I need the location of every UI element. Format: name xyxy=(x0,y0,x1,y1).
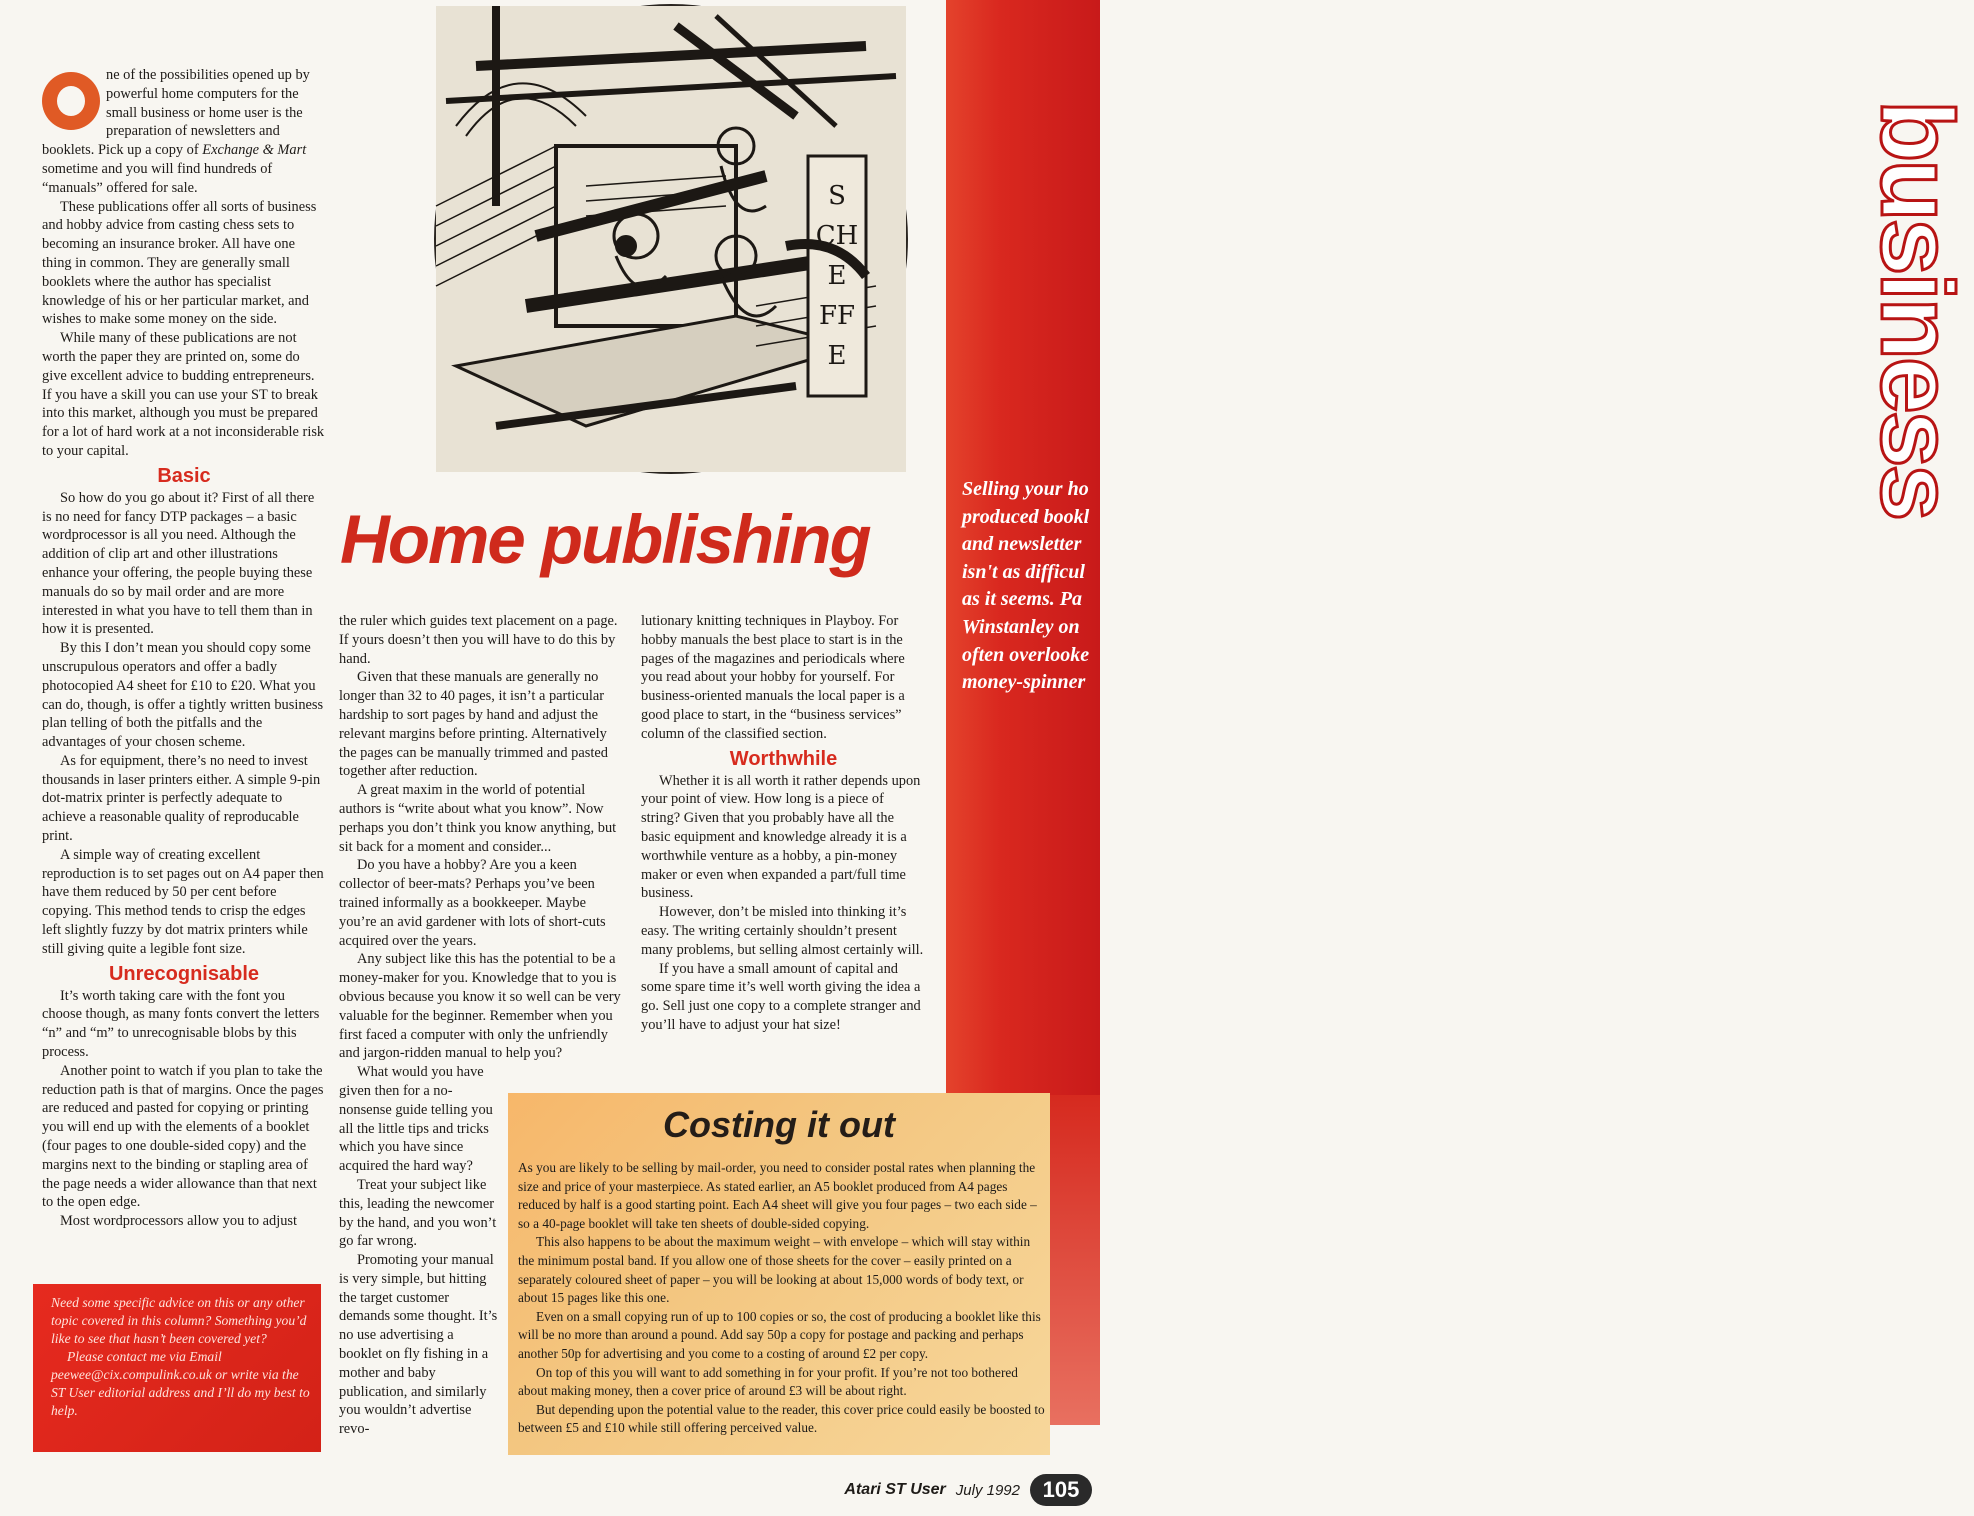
body-paragraph: Given that these manuals are generally no longer than 32 to 40 pages, it isn’t a particular hardship to sort pages by hand and adjust the relevant margins before printing. Alternatively the pages can be manually trimmed and pasted together after reduction. xyxy=(339,669,608,780)
body-paragraph: Any subject like this has the potential to be a money-maker for you. Knowledge that to you is obvious because you know it so well can be very valuable for the beginner. Remember when you first faced a computer with only the unfriendly and jargon-ridden manual to help you? xyxy=(339,951,621,1062)
article-column-3 xyxy=(641,612,926,1035)
magazine-name: Atari ST User xyxy=(844,1481,946,1498)
page-number: 105 xyxy=(1030,1474,1092,1506)
issue-date: July 1992 xyxy=(955,1481,1020,1499)
body-paragraph: the ruler which guides text placement on a page. If yours doesn’t then you will have to do this by hand. xyxy=(339,613,618,667)
body-paragraph: As for equipment, there’s no need to invest thousands in laser printers either. A simple 9-pin dot-matrix printer is perfectly adequate to achieve a reasonable quality of reproducable print. xyxy=(42,752,321,845)
body-paragraph: However, don’t be misled into thinking it’s easy. The writing certainly shouldn’t present many problems, but selling almost certainly will. xyxy=(641,904,924,958)
body-paragraph: A simple way of creating excellent reproduction is to set pages out on A4 paper then have them reduced by 50 per cent before copying. This method tends to crisp the edges left slightly fuzzy by dot matrix printers while still giving quite a legible font size. xyxy=(42,846,324,957)
sign-letter: CH xyxy=(815,221,859,251)
sign-letter: FF xyxy=(818,301,856,331)
section-title: business xyxy=(1860,100,1974,519)
body-paragraph: A great maxim in the world of potential authors is “write about what you know”. Now perhaps you don’t think you know anything, but sit back for a moment and consider... xyxy=(339,782,617,855)
article-column-1 xyxy=(42,66,326,1231)
subheading-unrecognisable: Unrecognisable xyxy=(108,962,260,985)
advice-text: Need some specific advice on this or any other topic covered in this column? Something you’d like to see that hasn’t been covered yet? Please contact me via Email peewee@cix.compulink.co.uk or write via the ST User editorial address and I’ll do my best to help. xyxy=(51,1295,310,1418)
article-standfirst: Selling your ho produced bookl and newsletter isn't as difficul as it seems. Pa Winstanley on often overlooke money-spinner xyxy=(962,478,1090,694)
body-paragraph: While many of these publications are not worth the paper they are printed on, some do give excellent advice to budding entrepreneurs. If you have a skill you can use your ST to break into this market, although you must be prepared for a lot of hard work at a not inconsiderable risk to your capital. xyxy=(42,330,325,459)
woodcut-illustration xyxy=(436,6,906,472)
body-paragraph: Whether it is all worth it rather depends upon your point of view. How long is a piece of string? Given that you probably have all the basic equipment and knowledge already it is a worthwhile venture as a hobby, a pin-money maker or even when expanded a part/full time business. xyxy=(641,772,921,902)
advice-box xyxy=(33,1284,321,1452)
body-paragraph: Treat your subject like this, leading the newcomer by the hand, and you won’t go far wrong. xyxy=(339,1176,497,1250)
body-paragraph: It’s worth taking care with the font you choose though, as many fonts convert the letters “n” and “m” to unrecognisable blobs by this process. xyxy=(42,987,320,1061)
subheading-basic: Basic xyxy=(157,464,211,487)
sign-letter: S xyxy=(828,181,846,211)
body-paragraph: lutionary knitting techniques in Playboy. For hobby manuals the best place to start is in the pages of the magazines and periodicals where you read about your hobby for yourself. For business-oriented manuals the local paper is a good place to start, in the “business services” column of the classified section. xyxy=(641,613,905,742)
body-paragraph: Another point to watch if you plan to take the reduction path is that of margins. Once the pages are reduced and pasted for copying or printing you will end up with the elements of a booklet (four pages to one double-sided copy) and the margins next to the binding or stapling area of the page needs a wider allowance than that next to the open edge. xyxy=(42,1062,324,1211)
drop-cap xyxy=(42,72,100,130)
page-footer xyxy=(844,1472,1092,1508)
body-paragraph: So how do you go about it? First of all there is no need for fancy DTP packages – a basic wordprocessor is all you need. Although the addition of clip art and other illustrations enhance your offering, the people buying these manuals do so by mail order and are more interested in what you have to tell them than in how it is presented. xyxy=(42,489,315,638)
body-paragraph: Promoting your manual is very simple, but hitting the target customer demands some thought. It’s no use advertising a booklet on fly fishing in a mother and baby publication, and similarly you wouldn’t advertise revo- xyxy=(339,1252,498,1438)
banner-strip xyxy=(1050,1095,1100,1425)
sidebar-body: As you are likely to be selling by mail-order, you need to consider postal rates when planning the size and price of your masterpiece. As stated earlier, an A5 booklet produced from A4 pages reduced by half is a good starting point. Each A4 sheet will give you four pages – two each side – so a 40-page booklet will take ten sheets of double-sided copying. This also happens to be about the maximum weight – with envelope – which will stay within the minimum postal band. If you allow one of those sheets for the cover – easily printed on a separately coloured sheet of paper – you will be looking at about 15,000 words of body text, or about 15 pages like this one. Even on a small copying run of up to 100 copies or so, the cost of producing a booklet like this will be no more than around a pound. Add say 50p a copy for postage and packing and perhaps another 50p for advertising and you come to a costing of around £2 per copy. On top of this you will want to add something in for your profit. If you’re not too bothered about making money, then a cover price of around £3 will be about right. But depending upon the potential value to the reader, this cover price could easily be boosted to between £5 and £10 while still offering perceived value. xyxy=(518,1160,1045,1436)
costing-sidebar xyxy=(508,1093,1050,1455)
subheading-worthwhile: Worthwhile xyxy=(729,747,838,770)
sidebar-title: Costing it out xyxy=(663,1104,895,1145)
body-paragraph: If you have a small amount of capital and some spare time it’s well worth giving the idea a go. Sell just one copy to a complete stranger and you’ll have to adjust your hat size! xyxy=(641,960,921,1033)
article-headline: Home publishing xyxy=(340,501,870,578)
body-paragraph: By this I don’t mean you should copy some unscrupulous operators and offer a badly photocopied A4 sheet for £10 to £20. What you can do, though, is offer a tightly written business plan telling of both the pitfalls and the advantages of your chosen scheme. xyxy=(42,640,324,751)
body-paragraph: Do you have a hobby? Are you a keen collector of beer-mats? Perhaps you’ve been trained informally as a bookkeeper. Maybe you’re an avid gardener with lots of short-cuts acquired over the years. xyxy=(339,857,606,949)
body-paragraph: Most wordprocessors allow you to adjust xyxy=(60,1213,298,1230)
intro-paragraph: ne of the possibilities opened up by powerful home computers for the small business or home user is the preparation of newsletters and booklets. Pick up a copy of Exchange & Mart sometime and you will find hundreds of “manuals” offered for sale. xyxy=(42,67,310,196)
body-paragraph: What would you have given then for a no-nonsense guide telling you all the little tips and tricks which you have since acquired the hard way? xyxy=(339,1064,493,1175)
sign-letter: E xyxy=(827,261,847,291)
sign-letter: E xyxy=(827,341,847,371)
printing-press-woodcut xyxy=(434,4,908,474)
body-paragraph: These publications offer all sorts of business and hobby advice from casting chess sets to becoming an insurance broker. All have one thing in common. They are generally small booklets where the author has specialist knowledge of his or her particular market, and wishes to make some money on the side. xyxy=(42,198,317,328)
